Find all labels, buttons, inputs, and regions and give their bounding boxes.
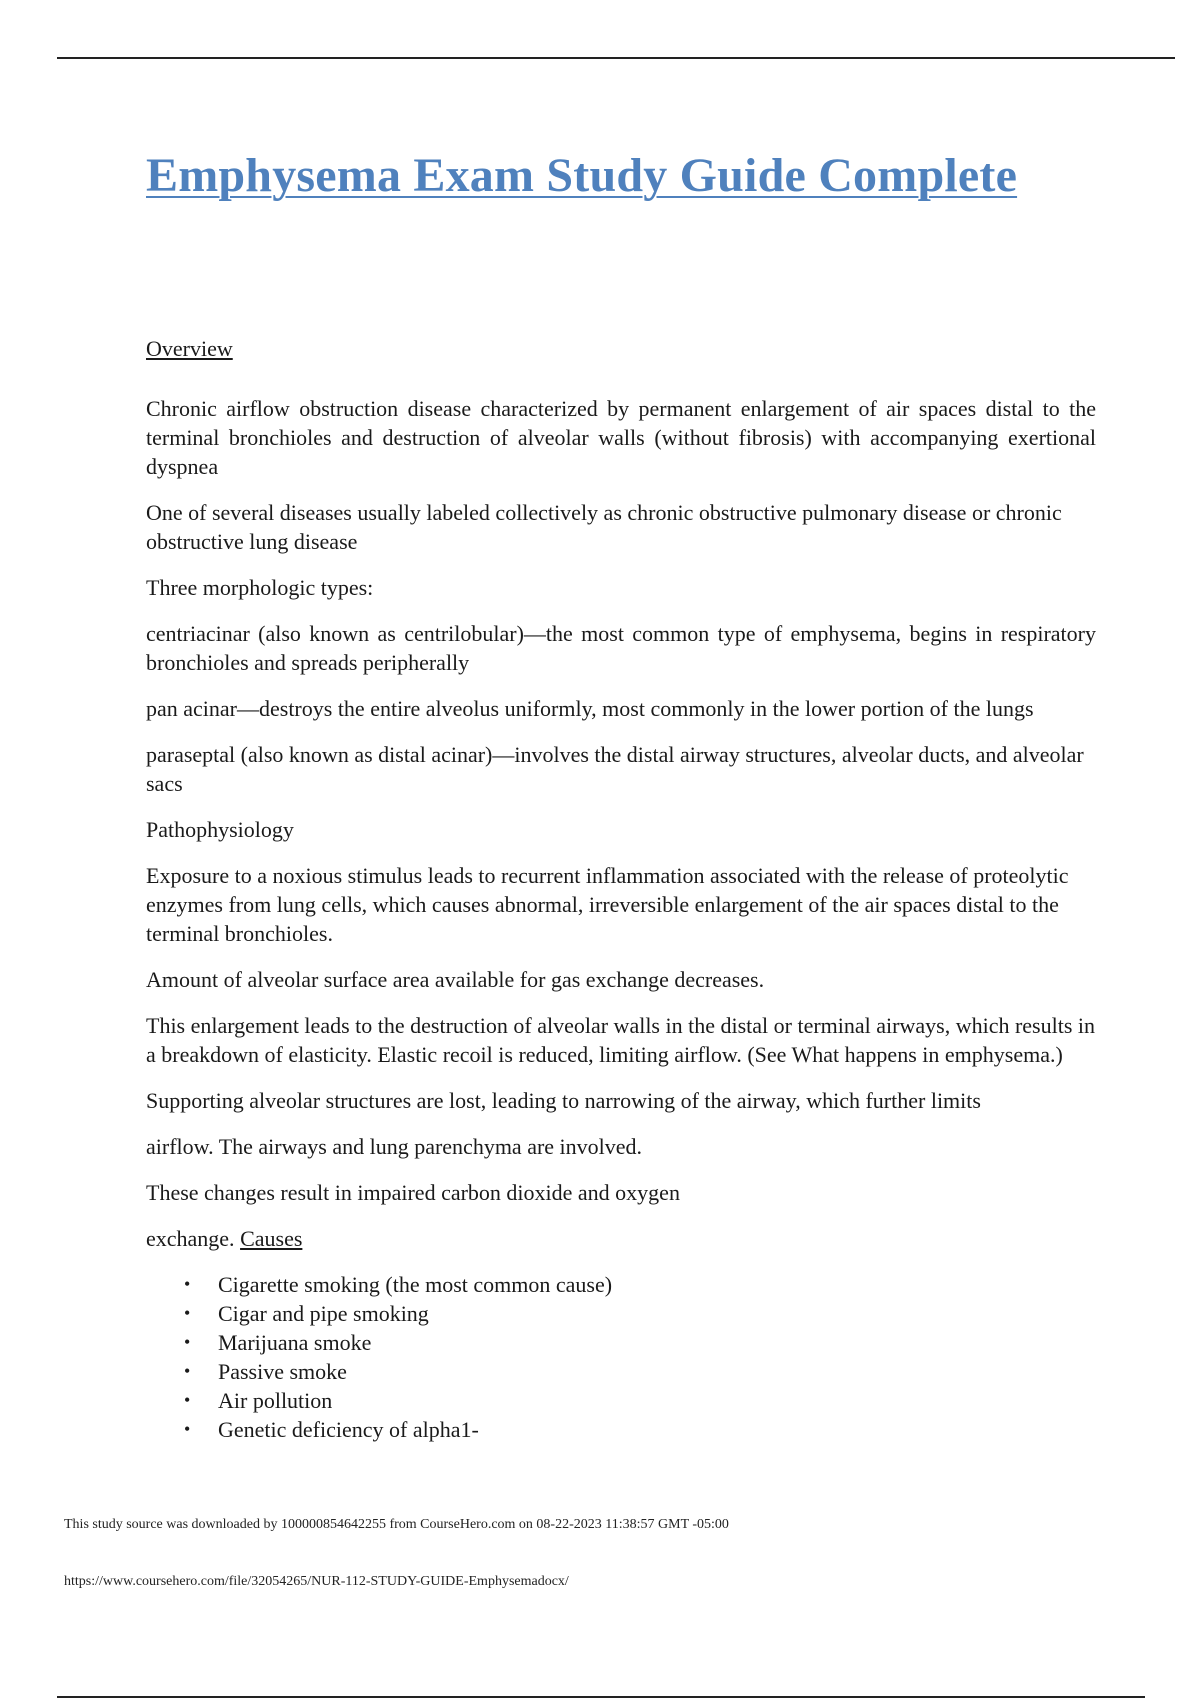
bullet-icon: • — [184, 1361, 191, 1381]
paragraph-panacinar: pan acinar—destroys the entire alveolus uniformly, most commonly in the lower portion of the lungs — [146, 696, 1034, 721]
list-item — [184, 1299, 1096, 1328]
paragraph-enlargement: This enlargement leads to the destruction of alveolar walls in the distal or terminal airways, which results in a breakdown of elasticity. Elastic recoil is reduced, limiting airflow. (See What happens in emphysema.) — [146, 1013, 1096, 1067]
paragraph-supporting-structures: Supporting alveolar structures are lost, leading to narrowing of the airway, which further limits — [146, 1088, 981, 1113]
paragraph-impaired-exchange: These changes result in impaired carbon dioxide and oxygen — [146, 1180, 680, 1205]
bullet-icon: • — [184, 1390, 191, 1410]
list-item-text: Air pollution — [218, 1388, 333, 1413]
paragraph-exchange-causes — [146, 1224, 1096, 1253]
causes-heading: Causes — [240, 1226, 303, 1251]
top-rule — [57, 57, 1175, 59]
paragraph-centriacinar: centriacinar (also known as centrilobular)—the most common type of emphysema, begins in respiratory bronchioles and spreads peripherally — [146, 621, 1096, 675]
paragraph-morphologic-types: Three morphologic types: — [146, 575, 374, 600]
list-item — [184, 1386, 1096, 1415]
bullet-icon: • — [184, 1419, 191, 1439]
list-item — [184, 1357, 1096, 1386]
list-item — [184, 1328, 1096, 1357]
document-body — [146, 334, 1096, 1444]
source-url[interactable]: https://www.coursehero.com/file/32054265/NUR-112-STUDY-GUIDE-Emphysemadocx/ — [64, 1574, 569, 1589]
pathophysiology-heading: Pathophysiology — [146, 817, 294, 842]
causes-list — [146, 1270, 1096, 1444]
paragraph-definition: Chronic airflow obstruction disease characterized by permanent enlargement of air spaces distal to the terminal bronchioles and destruction of alveolar walls (without fibrosis) with accompanying exertional dyspnea — [146, 396, 1096, 479]
list-item-text: Passive smoke — [218, 1359, 347, 1384]
paragraph-airflow: airflow. The airways and lung parenchyma are involved. — [146, 1134, 643, 1159]
paragraph-paraseptal: paraseptal (also known as distal acinar)—involves the distal airway structures, alveolar ducts, and alveolar sacs — [146, 742, 1084, 796]
exchange-text: exchange. — [146, 1226, 241, 1251]
paragraph-surface-area: Amount of alveolar surface area available for gas exchange decreases. — [146, 967, 765, 992]
list-item-text: Genetic deficiency of alpha1- — [218, 1417, 479, 1442]
list-item-text: Marijuana smoke — [218, 1330, 372, 1355]
document-title: Emphysema Exam Study Guide Complete — [146, 149, 1018, 202]
list-item-text: Cigar and pipe smoking — [218, 1301, 429, 1326]
bullet-icon: • — [184, 1274, 191, 1294]
list-item — [184, 1415, 1096, 1444]
bottom-rule — [57, 1696, 1145, 1698]
list-item-text: Cigarette smoking (the most common cause) — [218, 1272, 613, 1297]
overview-heading: Overview — [146, 336, 233, 361]
download-notice: This study source was downloaded by 100000854642255 from CourseHero.com on 08-22-2023 11:38:57 GMT -05:00 — [64, 1517, 729, 1532]
bullet-icon: • — [184, 1303, 191, 1323]
bullet-icon: • — [184, 1332, 191, 1352]
paragraph-noxious-stimulus: Exposure to a noxious stimulus leads to recurrent inflammation associated with the release of proteolytic enzymes from lung cells, which causes abnormal, irreversible enlargement of the air spaces distal to the terminal bronchioles. — [146, 863, 1069, 946]
list-item — [184, 1270, 1096, 1299]
paragraph-copd: One of several diseases usually labeled collectively as chronic obstructive pulmonary disease or chronic obstructive lung disease — [146, 500, 1062, 554]
